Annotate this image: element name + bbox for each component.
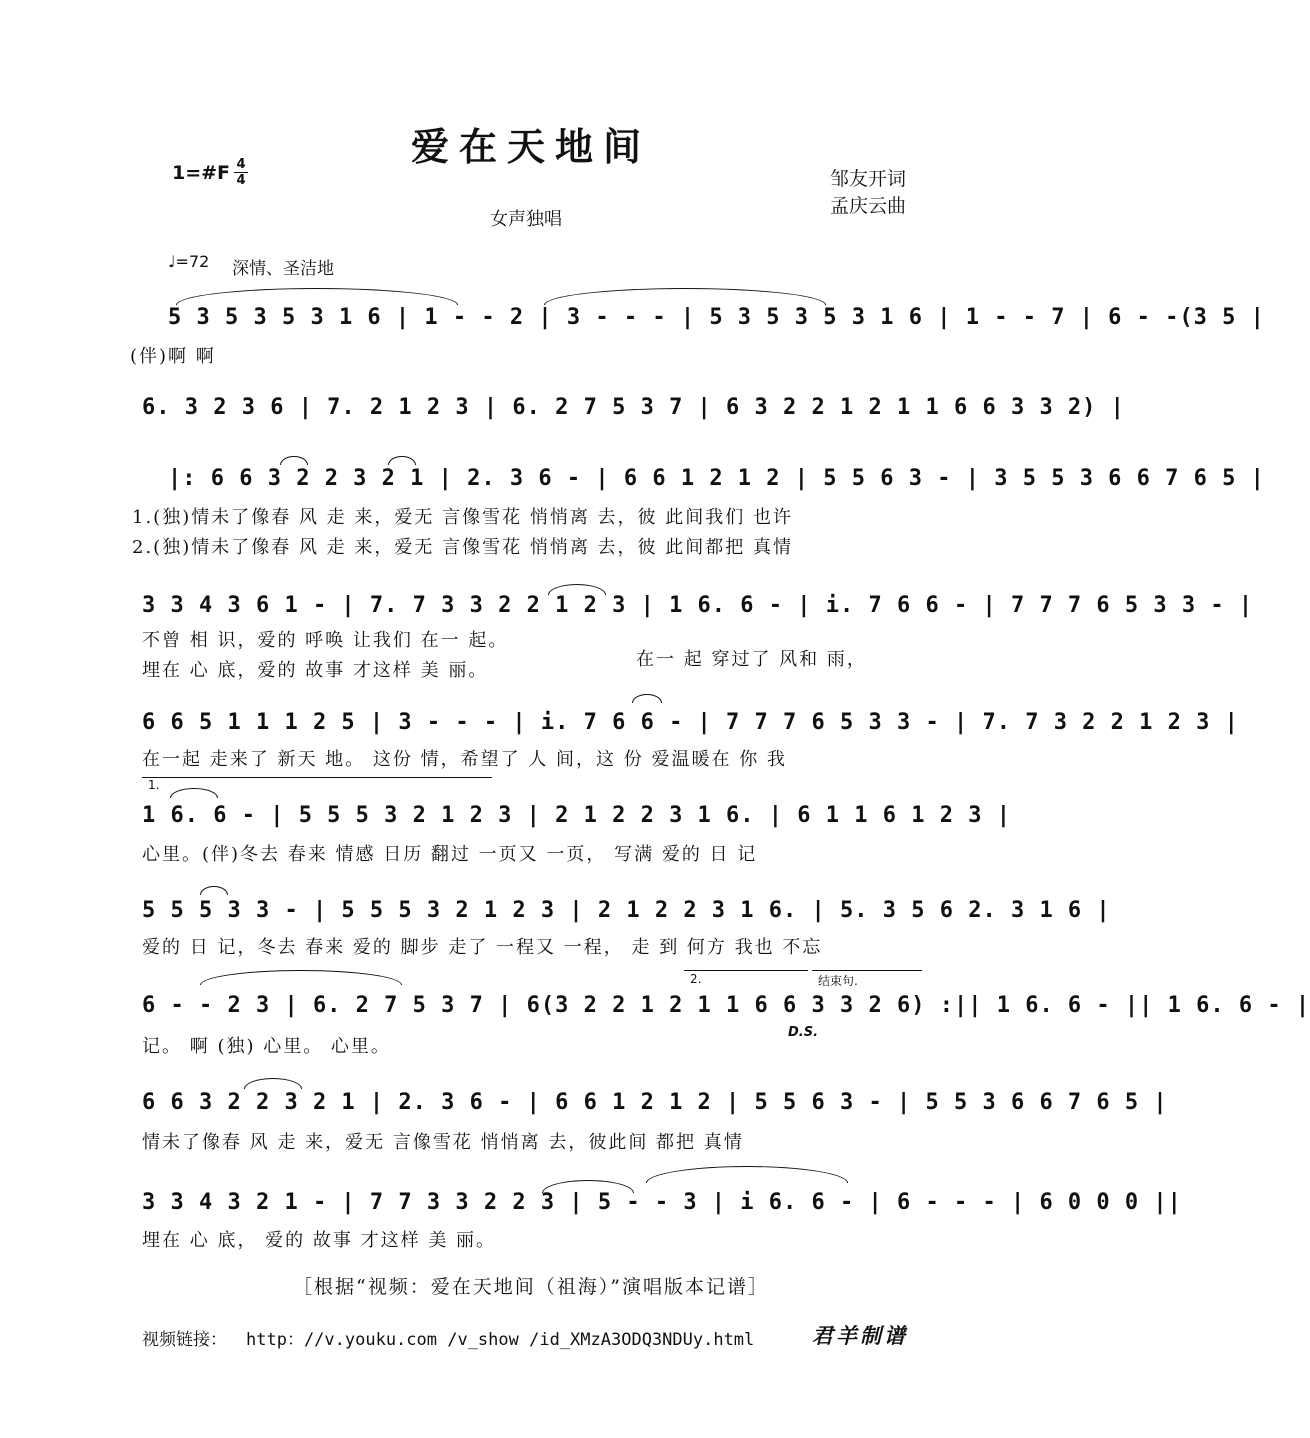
- lyricist-credit: 邹友开词: [830, 168, 907, 190]
- score-row-2-notes: 6. 3 2 3 6 | 7. 2 1 2 3 | 6. 2 7 5 3 7 | 6 3 2 2 1 2 1 1 6 6 3 3 2) |: [142, 395, 1125, 420]
- score-row-3-notes: |: 6 6 3 2 2 3 2 1 | 2. 3 6 - | 6 6 1 2 1 2 | 5 5 6 3 - | 3 5 5 3 6 6 7 6 5 |: [168, 466, 1265, 491]
- score-row-8-lyric: 记。 啊 (独) 心里。 心里。: [142, 1036, 391, 1057]
- first-ending-mark: 1.: [148, 778, 160, 792]
- score-row-3-lyric-1: 1.(独)情未了像春 风 走 来，爱无 言像雪花 悄悄离 去，彼 此间我们 也许: [132, 507, 793, 528]
- song-title: 爱在天地间: [410, 124, 651, 169]
- score-row-8-notes: 6 - - 2 3 | 6. 2 7 5 3 7 | 6(3 2 2 1 2 1 1 6 6 3 3 2 6) :|| 1 6. 6 - || 1 6. 6 - |: [142, 993, 1310, 1018]
- time-signature-bottom: 4: [236, 173, 246, 188]
- score-row-4-lyric-3: 在一 起 穿过了 风和 雨，: [636, 649, 867, 670]
- video-link-url[interactable]: http：//v.youku.com /v_show /id_XMzA3ODQ3NDUy.html: [246, 1330, 755, 1350]
- score-row-6-lyric: 心里。(伴)冬去 春来 情感 日历 翻过 一页又 一页， 写满 爱的 日 记: [142, 844, 758, 865]
- time-signature: [234, 158, 248, 187]
- score-row-5-lyric: 在一起 走来了 新天 地。 这份 情，希望了 人 间，这 份 爱温暖在 你 我: [142, 749, 787, 770]
- score-row-5-notes: 6 6 5 1 1 1 2 5 | 3 - - - | i. 7 6 6 - | 7 7 7 6 5 3 3 - | 7. 7 3 2 2 1 2 3 |: [142, 710, 1239, 735]
- tempo-marking: ♩=72: [168, 252, 210, 271]
- score-row-1-lyric: (伴)啊 啊: [130, 346, 216, 367]
- score-row-1-notes: 5 3 5 3 5 3 1 6 | 1 - - 2 | 3 - - - | 5 3 5 3 5 3 1 6 | 1 - - 7 | 6 - -(3 5 |: [168, 305, 1265, 330]
- second-ending-mark: 2.: [690, 972, 702, 986]
- score-row-6-notes: 1 6. 6 - | 5 5 5 3 2 1 2 3 | 2 1 2 2 3 1 6. | 6 1 1 6 1 2 3 |: [142, 803, 1011, 828]
- score-row-3-lyric-2: 2.(独)情未了像春 风 走 来，爱无 言像雪花 悄悄离 去，彼 此间都把 真情: [132, 537, 793, 558]
- time-signature-top: 4: [236, 157, 246, 172]
- score-row-10-notes: 3 3 4 3 2 1 - | 7 7 3 3 2 2 3 | 5 - - 3 | i 6. 6 - | 6 - - - | 6 0 0 0 ||: [142, 1190, 1182, 1215]
- score-row-9-lyric: 情未了像春 风 走 来，爱无 言像雪花 悄悄离 去，彼此间 都把 真情: [142, 1132, 744, 1153]
- performer-type: 女声独唱: [490, 209, 562, 230]
- composer-credit: 孟庆云曲: [830, 195, 907, 217]
- score-row-9-notes: 6 6 3 2 2 3 2 1 | 2. 3 6 - | 6 6 1 2 1 2 | 5 5 6 3 - | 5 5 3 6 6 7 6 5 |: [142, 1090, 1168, 1115]
- transcription-note: ［根据“视频：爱在天地间（祖海）”演唱版本记谱］: [293, 1276, 769, 1298]
- score-row-4-lyric-2: 埋在 心 底，爱的 故事 才这样 美 丽。: [142, 660, 489, 681]
- score-row-7-lyric: 爱的 日 记，冬去 春来 爱的 脚步 走了 一程又 一程， 走 到 何方 我也 不忘: [142, 937, 823, 958]
- score-row-10-lyric: 埋在 心 底， 爱的 故事 才这样 美 丽。: [142, 1230, 497, 1251]
- expression-marking: 深情、圣洁地: [232, 259, 334, 279]
- dal-segno-mark: D.S.: [788, 1025, 819, 1040]
- score-row-7-notes: 5 5 5 3 3 - | 5 5 5 3 2 1 2 3 | 2 1 2 2 3 1 6. | 5. 3 5 6 2. 3 1 6 |: [142, 898, 1111, 923]
- score-row-4-notes: 3 3 4 3 6 1 - | 7. 7 3 3 2 2 1 2 3 | 1 6. 6 - | i. 7 6 6 - | 7 7 7 6 5 3 3 - |: [142, 593, 1254, 618]
- key-signature: 1=#F: [172, 162, 231, 184]
- ending-phrase-label: 结束句.: [818, 974, 858, 988]
- transcriber-signature: 君羊制谱: [812, 1323, 908, 1348]
- video-link-label: 视频链接：: [142, 1330, 227, 1350]
- score-row-4-lyric-1: 不曾 相 识，爱的 呼唤 让我们 在一 起。: [142, 630, 509, 651]
